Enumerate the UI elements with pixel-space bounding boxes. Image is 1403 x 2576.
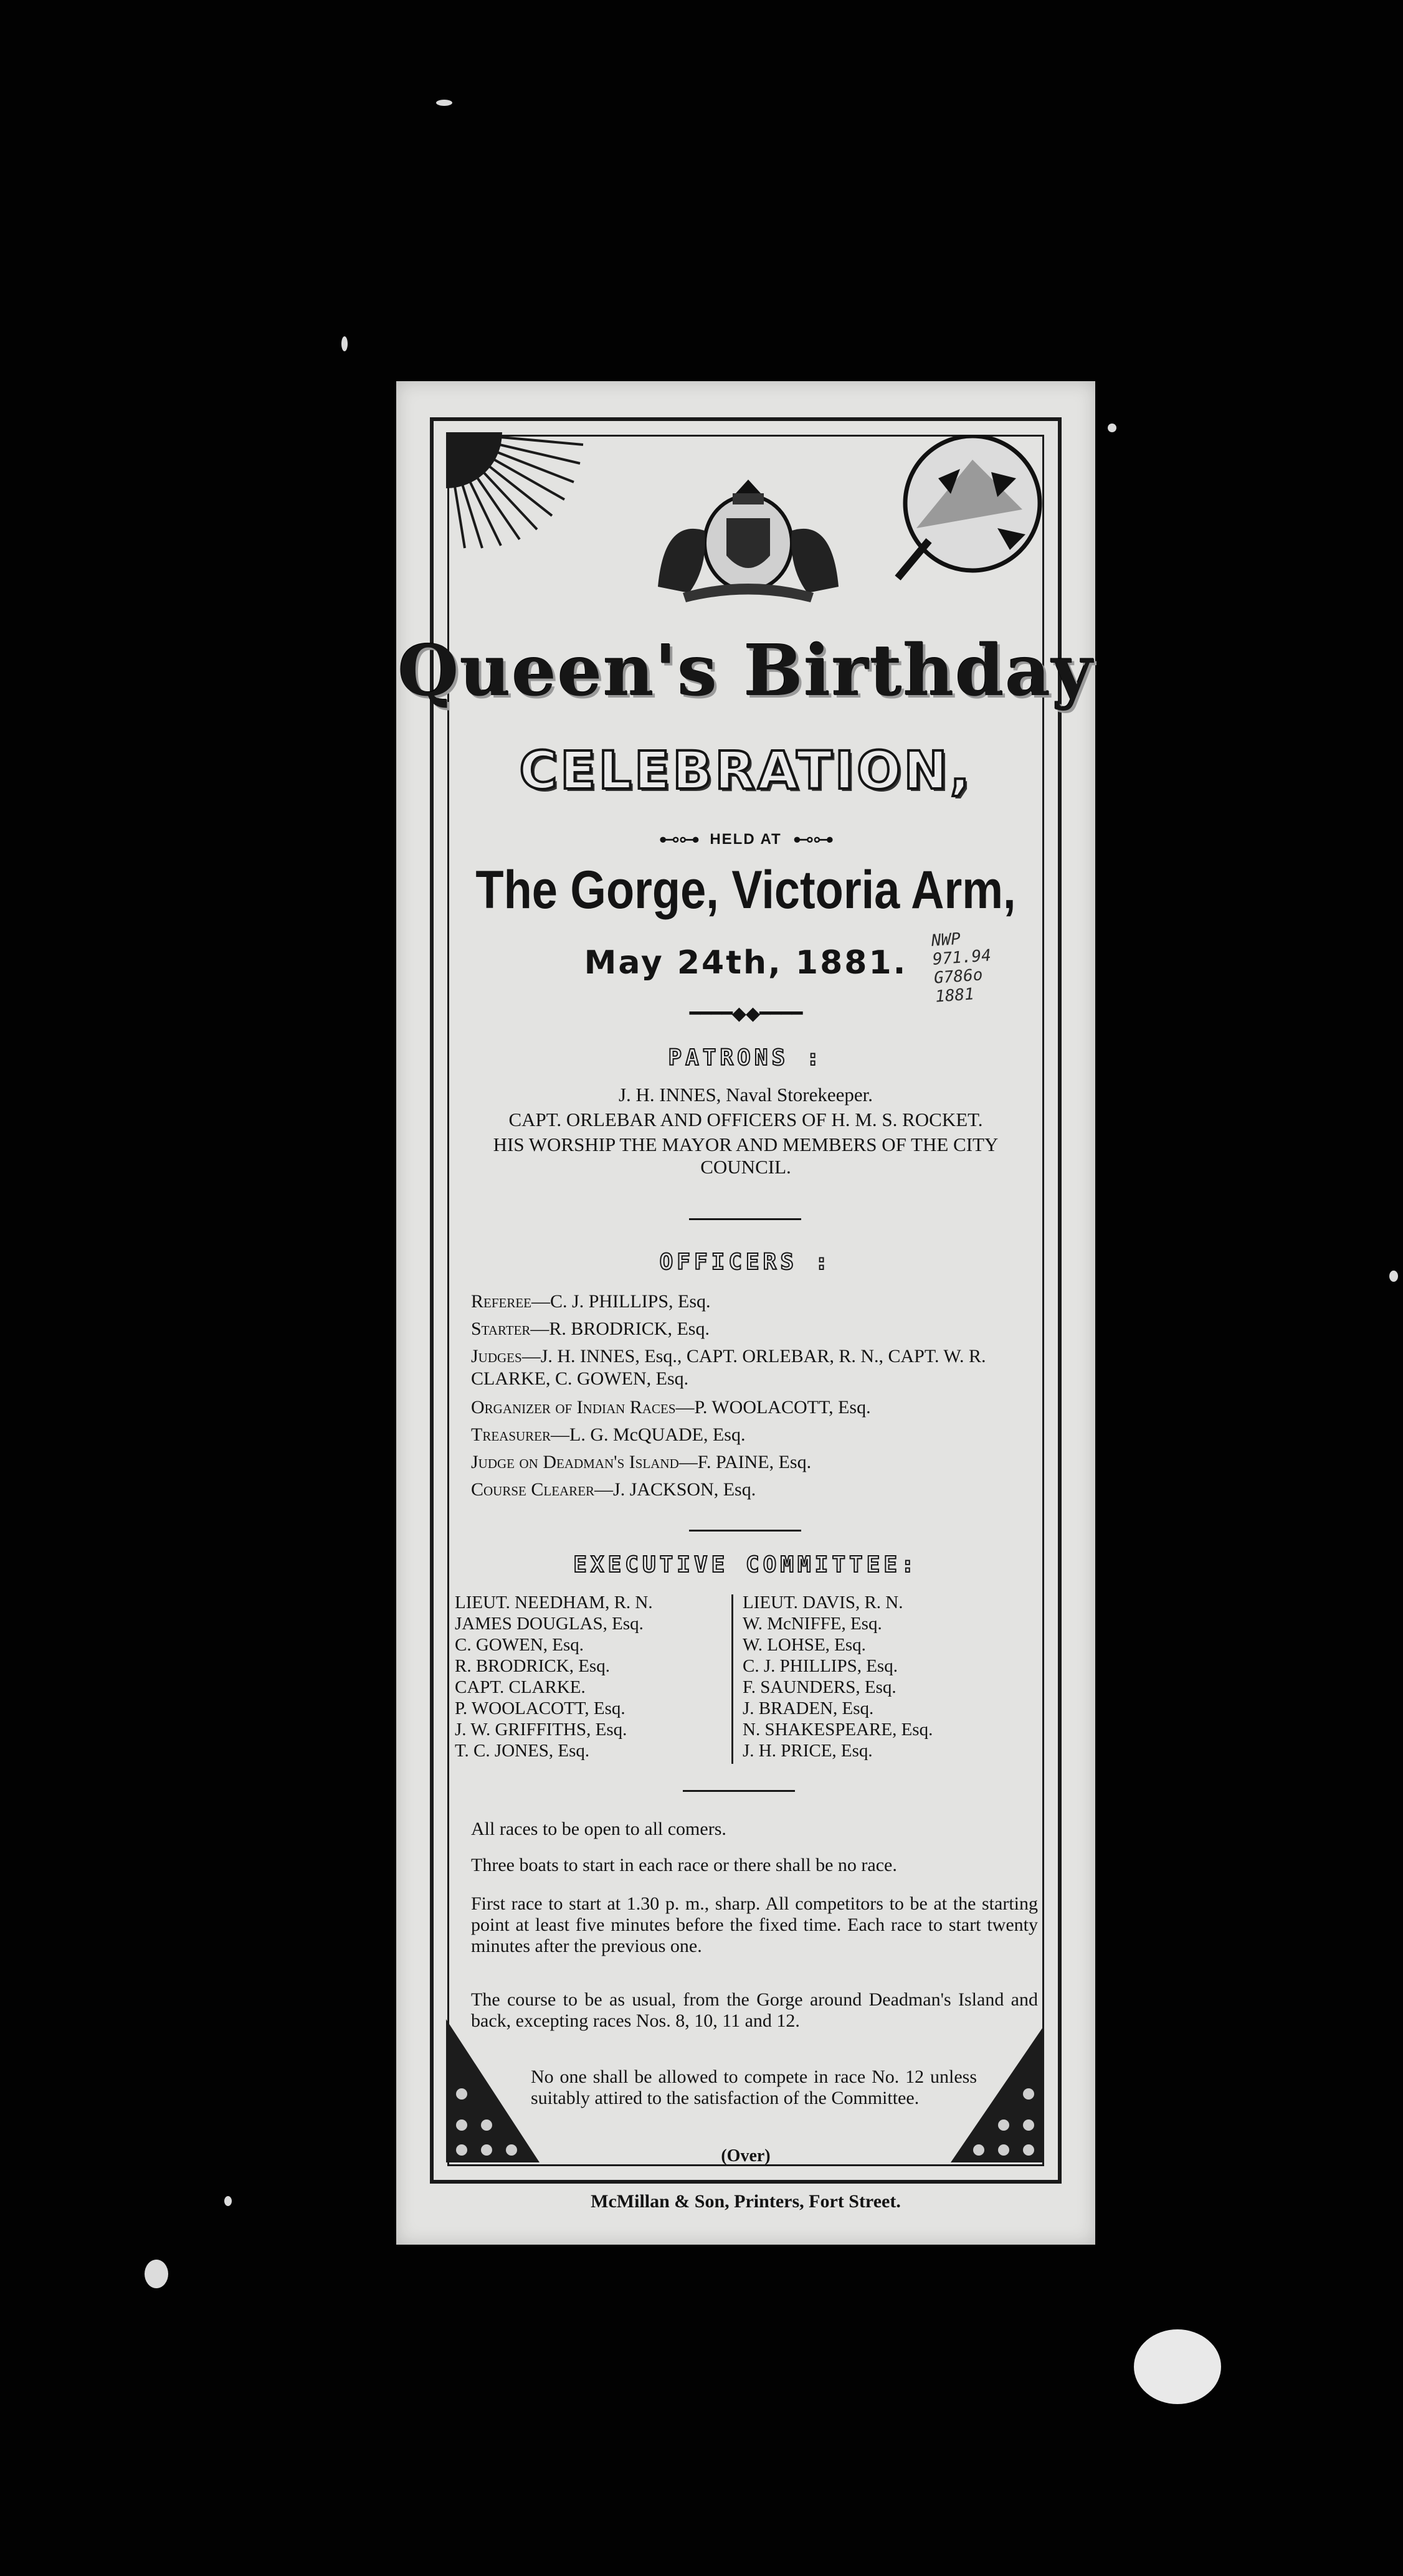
held-at-label: HELD AT (710, 831, 782, 848)
section-divider (689, 1218, 801, 1220)
officer-name: R. BRODRICK, Esq. (549, 1319, 710, 1339)
officer-entry: Judge on Deadman's Island—F. PAINE, Esq. (471, 1452, 812, 1472)
over-note: (Over) (721, 2146, 771, 2166)
committee-member: LIEUT. NEEDHAM, R. N. (455, 1593, 653, 1612)
fan-ornament (892, 435, 1047, 590)
committee-member: J. H. PRICE, Esq. (743, 1741, 873, 1761)
corner-ornament-left (446, 2019, 540, 2162)
committee-member: CAPT. CLARKE. (455, 1677, 586, 1697)
held-at-row (396, 827, 1095, 852)
officer-name: J. H. INNES, Esq., CAPT. ORLEBAR, R. N., CAPT. W. R. CLARKE, C. GOWEN, Esq. (471, 1346, 986, 1389)
flourish-icon: ⊷⊶ (792, 827, 833, 852)
officer-role: Organizer of Indian Races (471, 1397, 676, 1418)
film-speck (224, 2196, 232, 2206)
executive-committee-heading: EXECUTIVE COMMITTEE: (573, 1552, 918, 1578)
rule-paragraph: No one shall be allowed to compete in race No. 12 unless suitably attired to the satisfaction of the Committee. (531, 2067, 977, 2108)
committee-column-right (743, 1592, 933, 1761)
committee-member: N. SHAKESPEARE, Esq. (743, 1720, 933, 1740)
officer-role: Starter (471, 1319, 531, 1339)
coat-of-arms-emblem (645, 475, 851, 605)
patron-line: J. H. INNES, Naval Storekeeper. (618, 1084, 873, 1106)
title: Queen's Birthday (397, 630, 1094, 712)
officer-name: J. JACKSON, Esq. (613, 1479, 756, 1500)
committee-member: F. SAUNDERS, Esq. (743, 1677, 896, 1697)
film-speck (1108, 424, 1116, 432)
note-line: 1881 (935, 985, 975, 1006)
patron-line: HIS WORSHIP THE MAYOR AND MEMBERS OF THE CITY COUNCIL. (493, 1134, 999, 1178)
officer-entry: Course Clearer—J. JACKSON, Esq. (471, 1479, 756, 1500)
note-line: 971.94 (932, 946, 992, 969)
officers-heading: OFFICERS : (659, 1249, 832, 1275)
officer-name: C. J. PHILLIPS, Esq. (550, 1291, 711, 1312)
rule-paragraph: First race to start at 1.30 p. m., sharp. All competitors to be at the starting point at least five minutes before the fixed time. Each race to start twenty minutes after the previous one. (471, 1893, 1038, 1956)
note-line: NWP (930, 929, 961, 950)
committee-member: W. McNIFFE, Esq. (743, 1614, 882, 1634)
rule-paragraph: All races to be open to all comers. (471, 1819, 726, 1839)
patron-line: CAPT. ORLEBAR AND OFFICERS OF H. M. S. ROCKET. (508, 1109, 983, 1130)
venue: The Gorge, Victoria Arm, (475, 860, 1016, 920)
officer-entry: Starter—R. BRODRICK, Esq. (471, 1319, 710, 1339)
committee-member: C. J. PHILLIPS, Esq. (743, 1656, 898, 1676)
committee-member: JAMES DOUGLAS, Esq. (455, 1614, 644, 1634)
committee-member: LIEUT. DAVIS, R. N. (743, 1593, 903, 1612)
section-divider (683, 1790, 795, 1792)
officer-name: F. PAINE, Esq. (697, 1452, 812, 1472)
officer-role: Course Clearer (471, 1479, 595, 1500)
officer-role: Judge on Deadman's Island (471, 1452, 679, 1472)
committee-member: C. GOWEN, Esq. (455, 1635, 584, 1655)
divider-ornament-icon: ━━━━◆◆━━━━ (689, 1003, 802, 1025)
sunburst-ornament (446, 432, 596, 551)
patrons-heading: PATRONS : (668, 1045, 824, 1071)
officer-name: P. WOOLACOTT, Esq. (694, 1397, 871, 1418)
officer-entry: Organizer of Indian Races—P. WOOLACOTT, Esq. (471, 1397, 871, 1418)
committee-member: T. C. JONES, Esq. (455, 1741, 590, 1761)
film-speck (341, 336, 348, 351)
section-divider (689, 1530, 801, 1532)
film-speck (1389, 1271, 1398, 1282)
printer-credit: McMillan & Son, Printers, Fort Street. (591, 2191, 901, 2212)
subtitle: CELEBRATION, (519, 740, 973, 801)
film-speck (1134, 2329, 1221, 2404)
flourish-icon: ⊷⊶ (659, 827, 699, 852)
committee-column-left (455, 1592, 653, 1761)
committee-member: W. LOHSE, Esq. (743, 1635, 866, 1655)
officer-name: L. G. McQUADE, Esq. (569, 1424, 746, 1445)
officer-role: Treasurer (471, 1424, 551, 1445)
committee-member: P. WOOLACOTT, Esq. (455, 1698, 625, 1718)
rule-paragraph: Three boats to start in each race or there shall be no race. (471, 1855, 897, 1875)
event-date: May 24th, 1881. (584, 944, 908, 982)
officer-entry: Treasurer—L. G. McQUADE, Esq. (471, 1424, 746, 1445)
column-divider (731, 1594, 733, 1764)
note-line: G786o (933, 965, 984, 988)
officer-role: Judges (471, 1346, 522, 1366)
committee-member: J. W. GRIFFITHS, Esq. (455, 1720, 627, 1740)
officer-role: Referee (471, 1291, 532, 1312)
committee-member: J. BRADEN, Esq. (743, 1698, 874, 1718)
officer-entry: Referee—C. J. PHILLIPS, Esq. (471, 1291, 711, 1312)
officer-entry: Judges—J. H. INNES, Esq., CAPT. ORLEBAR, R. N., CAPT. W. R. CLARKE, C. GOWEN, Esq. (471, 1346, 986, 1389)
rule-paragraph: The course to be as usual, from the Gorge around Deadman's Island and back, excepting races Nos. 8, 10, 11 and 12. (471, 1989, 1038, 2031)
corner-ornament-right (951, 2025, 1044, 2162)
committee-member: R. BRODRICK, Esq. (455, 1656, 610, 1676)
film-speck (145, 2260, 168, 2288)
film-speck (436, 100, 452, 106)
celebration-card (396, 381, 1095, 2245)
